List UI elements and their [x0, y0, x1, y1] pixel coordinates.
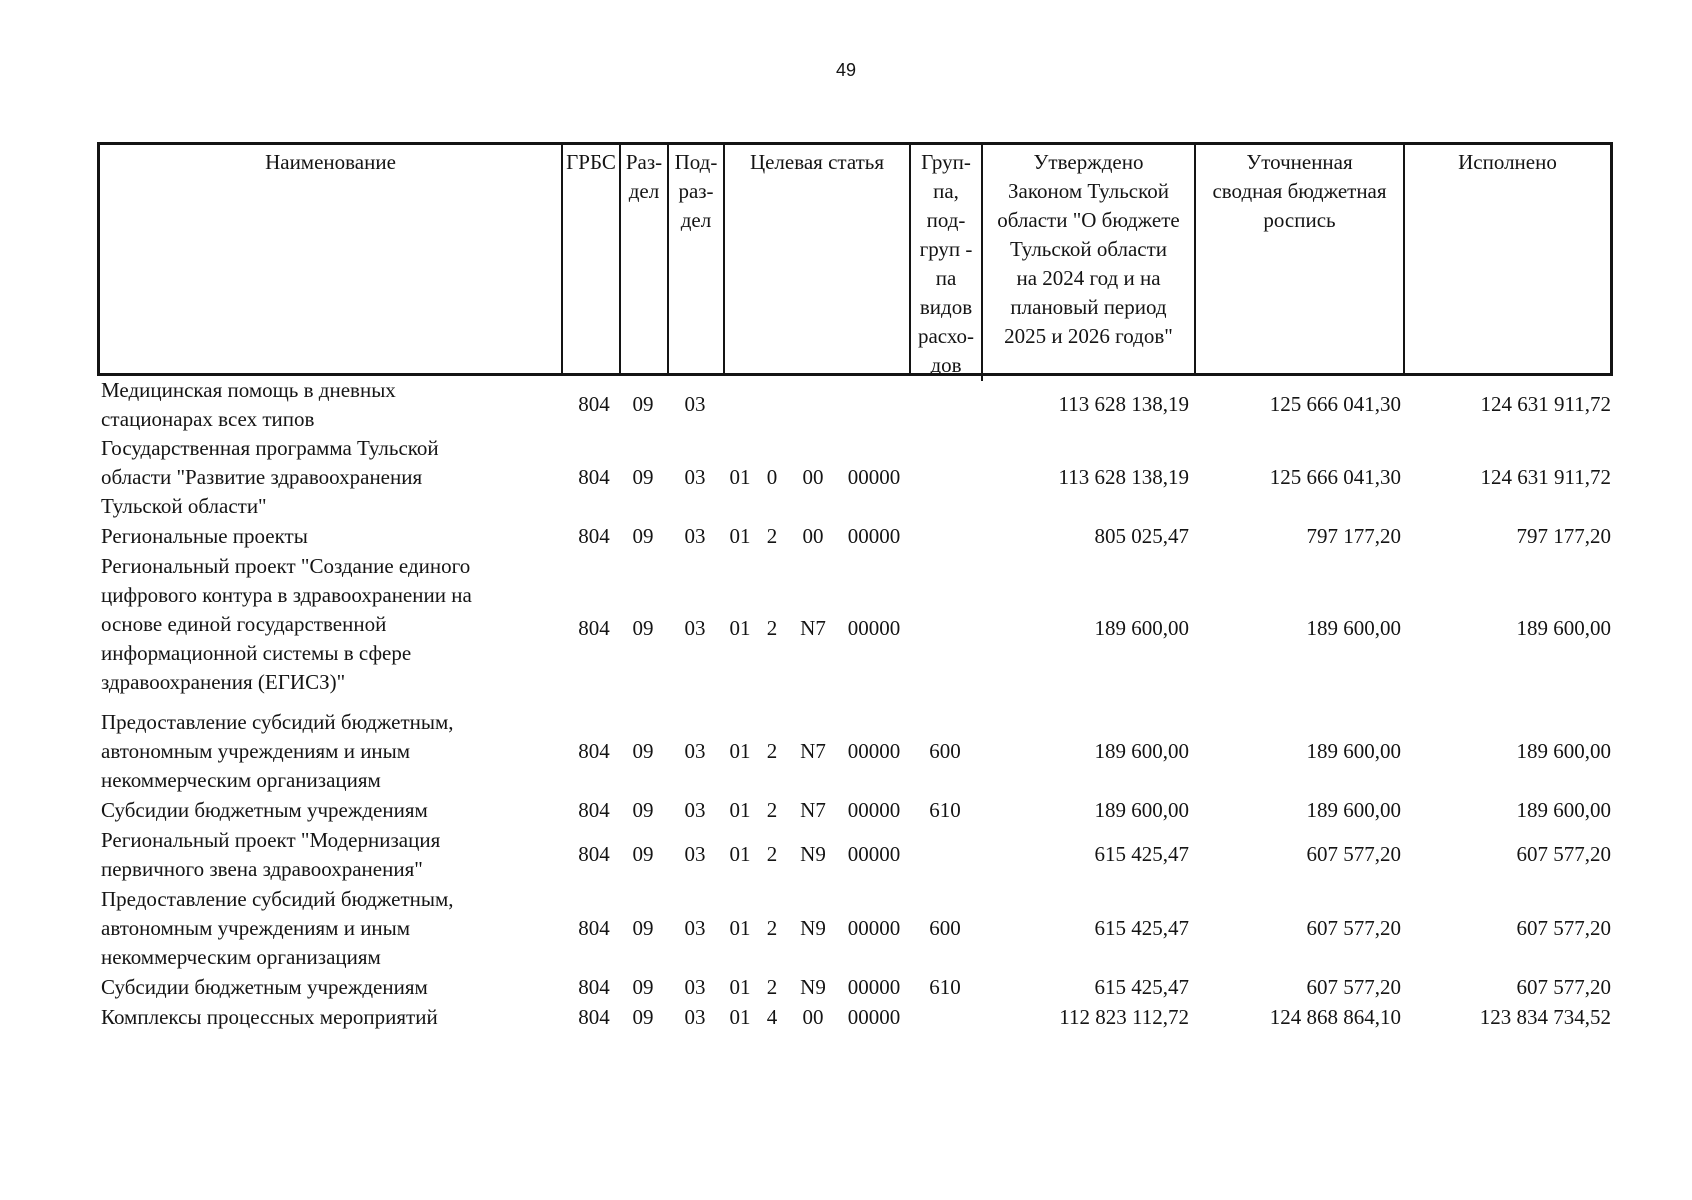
cell-target-subprogram: 2: [766, 524, 778, 548]
row-name: [101, 973, 541, 1002]
cell-executed: 189 600,00: [1516, 616, 1611, 640]
cell-approved: 113 628 138,19: [1058, 392, 1189, 416]
cell-podrazdel: 03: [684, 1005, 706, 1029]
cell-refined: 797 177,20: [1306, 524, 1401, 548]
cell-refined: 189 600,00: [1306, 739, 1401, 763]
row-name: [101, 434, 541, 521]
cell-grbs: 804: [578, 465, 610, 489]
table-header: [97, 142, 1613, 376]
text-line: плановый период: [1010, 295, 1167, 319]
text-line: сводная бюджетная: [1212, 179, 1387, 203]
cell-razdel: 09: [632, 524, 654, 548]
cell-razdel: 09: [632, 465, 654, 489]
cell-executed: 607 577,20: [1516, 916, 1611, 940]
cell-target-direction: 00000: [847, 798, 901, 822]
header-razdel: [621, 145, 669, 373]
text-line: на 2024 год и на: [1016, 266, 1161, 290]
table-row: [97, 708, 1613, 795]
cell-target-program: 01: [729, 616, 751, 640]
cell-grbs: 804: [578, 842, 610, 866]
header-grbs: [563, 145, 621, 373]
cell-approved: 189 600,00: [1094, 798, 1189, 822]
cell-target-program: 01: [729, 916, 751, 940]
text-line: Уточненная: [1246, 150, 1353, 174]
cell-refined: 125 666 041,30: [1269, 465, 1401, 489]
text-line: па,: [933, 179, 959, 203]
cell-grbs: 804: [578, 616, 610, 640]
row-name: [101, 376, 541, 434]
cell-target-direction: 00000: [847, 975, 901, 999]
cell-target-event: N9: [800, 975, 826, 999]
cell-target-subprogram: 2: [766, 739, 778, 763]
cell-podrazdel: 03: [684, 524, 706, 548]
cell-podrazdel: 03: [684, 392, 706, 416]
table-row: [97, 552, 1613, 697]
text-line: 2025 и 2026 годов": [1004, 324, 1173, 348]
text-line: Региональный проект "Создание единого: [101, 554, 471, 578]
cell-razdel: 09: [632, 975, 654, 999]
cell-target-event: 00: [802, 524, 824, 548]
cell-target-program: 01: [729, 524, 751, 548]
text-line: Комплексы процессных мероприятий: [101, 1005, 438, 1029]
cell-target-event: N7: [800, 739, 826, 763]
cell-razdel: 09: [632, 842, 654, 866]
text-line: основе единой государственной: [101, 612, 387, 636]
cell-target-direction: 00000: [847, 739, 901, 763]
cell-target-program: 01: [729, 465, 751, 489]
header-target: [725, 145, 911, 373]
cell-executed: 797 177,20: [1516, 524, 1611, 548]
text-line: Предоставление субсидий бюджетным,: [101, 887, 454, 911]
cell-target-subprogram: 0: [766, 465, 778, 489]
cell-group: 610: [929, 798, 961, 822]
cell-grbs: 804: [578, 916, 610, 940]
cell-target-subprogram: 2: [766, 616, 778, 640]
cell-refined: 189 600,00: [1306, 616, 1401, 640]
text-line: Государственная программа Тульской: [101, 436, 439, 460]
cell-podrazdel: 03: [684, 975, 706, 999]
cell-approved: 805 025,47: [1094, 524, 1189, 548]
table-row: [97, 376, 1613, 432]
cell-razdel: 09: [632, 616, 654, 640]
text-line: области "Развитие здравоохранения: [101, 465, 423, 489]
cell-podrazdel: 03: [684, 616, 706, 640]
cell-target-direction: 00000: [847, 1005, 901, 1029]
cell-target-event: 00: [802, 465, 824, 489]
text-line: Тульской области: [1009, 237, 1168, 261]
cell-target-direction: 00000: [847, 916, 901, 940]
row-name: [101, 552, 541, 697]
text-line: груп -: [919, 237, 973, 261]
cell-executed: 607 577,20: [1516, 975, 1611, 999]
text-line: Груп-: [921, 150, 971, 174]
cell-target-event: N9: [800, 916, 826, 940]
cell-refined: 125 666 041,30: [1269, 392, 1401, 416]
cell-executed: 124 631 911,72: [1480, 392, 1611, 416]
header-refined: [1196, 145, 1405, 373]
cell-target-subprogram: 2: [766, 916, 778, 940]
text-line: Целевая статья: [749, 150, 885, 174]
table-row: [97, 885, 1613, 972]
cell-grbs: 804: [578, 392, 610, 416]
cell-razdel: 09: [632, 1005, 654, 1029]
cell-target-event: 00: [802, 1005, 824, 1029]
text-line: некоммерческим организациям: [101, 945, 381, 969]
cell-executed: 124 631 911,72: [1480, 465, 1611, 489]
cell-group: 600: [929, 916, 961, 940]
text-line: первичного звена здравоохранения": [101, 857, 423, 881]
cell-target-event: N7: [800, 616, 826, 640]
cell-target-event: N9: [800, 842, 826, 866]
cell-target-program: 01: [729, 739, 751, 763]
text-line: Субсидии бюджетным учреждениям: [101, 975, 428, 999]
cell-group: 610: [929, 975, 961, 999]
cell-approved: 189 600,00: [1094, 616, 1189, 640]
table-row: [97, 434, 1613, 521]
cell-approved: 112 823 112,72: [1059, 1005, 1189, 1029]
row-name: [101, 826, 541, 884]
text-line: Региональные проекты: [101, 524, 308, 548]
cell-target-subprogram: 2: [766, 798, 778, 822]
table-row: [97, 973, 1613, 1002]
cell-podrazdel: 03: [684, 739, 706, 763]
cell-razdel: 09: [632, 739, 654, 763]
cell-approved: 615 425,47: [1094, 975, 1189, 999]
text-line: Тульской области": [101, 494, 267, 518]
cell-refined: 189 600,00: [1306, 798, 1401, 822]
text-line: видов: [919, 295, 973, 319]
header-group: [911, 145, 983, 381]
cell-razdel: 09: [632, 916, 654, 940]
cell-grbs: 804: [578, 798, 610, 822]
table-row: [97, 522, 1613, 551]
text-line: стационарах всех типов: [101, 407, 315, 431]
cell-grbs: 804: [578, 739, 610, 763]
text-line: па: [935, 266, 957, 290]
cell-target-program: 01: [729, 842, 751, 866]
cell-target-direction: 00000: [847, 616, 901, 640]
text-line: автономным учреждениям и иным: [101, 916, 411, 940]
cell-podrazdel: 03: [684, 842, 706, 866]
text-line: дел: [680, 208, 712, 232]
cell-grbs: 804: [578, 524, 610, 548]
text-line: раз-: [678, 179, 714, 203]
text-line: автономным учреждениям и иным: [101, 739, 411, 763]
cell-approved: 189 600,00: [1094, 739, 1189, 763]
row-name: [101, 885, 541, 972]
cell-group: 600: [929, 739, 961, 763]
text-line: Медицинская помощь в дневных: [101, 378, 396, 402]
cell-target-program: 01: [729, 1005, 751, 1029]
table-row: [97, 796, 1613, 825]
header-podrazdel: [669, 145, 725, 373]
text-line: некоммерческим организациям: [101, 768, 381, 792]
cell-target-event: N7: [800, 798, 826, 822]
table-row: [97, 826, 1613, 884]
text-line: информационной системы в сфере: [101, 641, 412, 665]
text-line: Раз-: [625, 150, 663, 174]
cell-target-program: 01: [729, 798, 751, 822]
text-line: ГРБС: [566, 150, 616, 174]
text-line: дов: [930, 353, 962, 377]
cell-grbs: 804: [578, 975, 610, 999]
text-line: Предоставление субсидий бюджетным,: [101, 710, 454, 734]
cell-executed: 607 577,20: [1516, 842, 1611, 866]
cell-target-direction: 00000: [847, 842, 901, 866]
cell-executed: 189 600,00: [1516, 798, 1611, 822]
text-line: роспись: [1263, 208, 1336, 232]
text-line: здравоохранения (ЕГИСЗ)": [101, 670, 346, 694]
cell-podrazdel: 03: [684, 916, 706, 940]
row-name: [101, 522, 541, 551]
text-line: Исполнено: [1458, 150, 1557, 174]
cell-approved: 113 628 138,19: [1058, 465, 1189, 489]
table-row: [97, 1003, 1613, 1032]
cell-target-subprogram: 2: [766, 975, 778, 999]
cell-target-direction: 00000: [847, 524, 901, 548]
cell-target-direction: 00000: [847, 465, 901, 489]
cell-refined: 124 868 864,10: [1269, 1005, 1401, 1029]
text-line: Утверждено: [1033, 150, 1144, 174]
text-line: Наименование: [265, 150, 396, 174]
cell-approved: 615 425,47: [1094, 916, 1189, 940]
cell-target-program: 01: [729, 975, 751, 999]
cell-refined: 607 577,20: [1306, 916, 1401, 940]
cell-executed: 123 834 734,52: [1479, 1005, 1611, 1029]
cell-grbs: 804: [578, 1005, 610, 1029]
text-line: Субсидии бюджетным учреждениям: [101, 798, 428, 822]
cell-executed: 189 600,00: [1516, 739, 1611, 763]
header-name: [100, 145, 563, 373]
cell-refined: 607 577,20: [1306, 842, 1401, 866]
cell-razdel: 09: [632, 392, 654, 416]
header-approved: [983, 145, 1196, 373]
cell-razdel: 09: [632, 798, 654, 822]
row-name: [101, 796, 541, 825]
row-name: [101, 1003, 541, 1032]
text-line: под-: [926, 208, 966, 232]
text-line: цифрового контура в здравоохранении на: [101, 583, 472, 607]
text-line: расхо-: [917, 324, 975, 348]
text-line: дел: [628, 179, 660, 203]
cell-target-subprogram: 2: [766, 842, 778, 866]
cell-approved: 615 425,47: [1094, 842, 1189, 866]
header-executed: [1405, 145, 1610, 373]
text-line: Под-: [674, 150, 718, 174]
page-number: 49: [835, 60, 857, 80]
cell-target-subprogram: 4: [766, 1005, 778, 1029]
text-line: Региональный проект "Модернизация: [101, 828, 441, 852]
cell-podrazdel: 03: [684, 798, 706, 822]
cell-refined: 607 577,20: [1306, 975, 1401, 999]
text-line: Законом Тульской: [1008, 179, 1169, 203]
row-name: [101, 708, 541, 795]
cell-podrazdel: 03: [684, 465, 706, 489]
text-line: области "О бюджете: [997, 208, 1180, 232]
